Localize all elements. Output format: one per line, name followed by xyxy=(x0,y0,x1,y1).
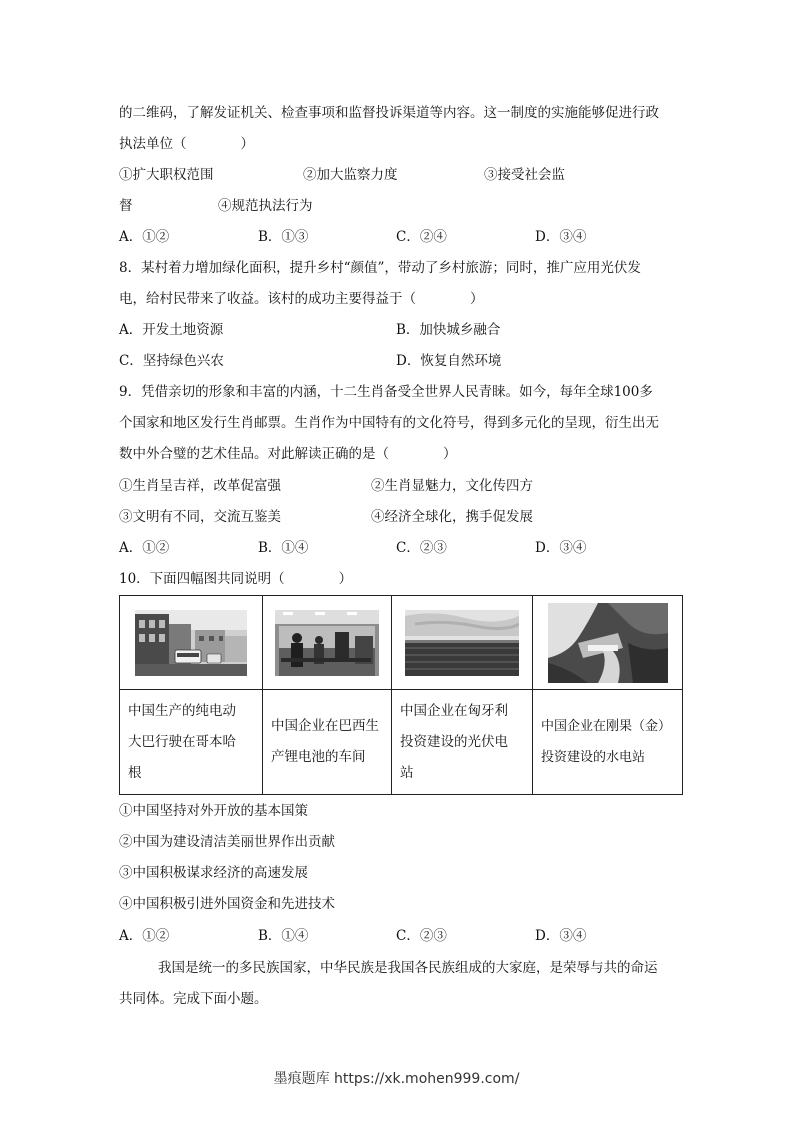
q10-stem: 10．下面四幅图共同说明（ ） xyxy=(119,571,353,587)
caption-battery-line1: 中国企业在巴西生 xyxy=(271,718,379,734)
q10-item-2: ②中国为建设清洁美丽世界作出贡献 xyxy=(119,834,335,850)
caption-hydro xyxy=(533,690,683,795)
caption-bus-line3: 根 xyxy=(128,764,142,781)
q8-option-d: D．恢复自然环境 xyxy=(396,353,502,369)
q8-option-b: B．加快城乡融合 xyxy=(396,322,501,338)
q7-item-2: ②加大监察力度 xyxy=(303,167,398,183)
q10-item-4: ④中国积极引进外国资金和先进技术 xyxy=(119,896,335,912)
caption-battery xyxy=(263,690,392,795)
battery-workshop-photo xyxy=(275,610,379,676)
q10-figure-table xyxy=(119,595,683,795)
q7-option-d: D．③④ xyxy=(535,229,587,245)
caption-solar-line1: 中国企业在匈牙利 xyxy=(400,702,508,719)
q9-item-3: ③文明有不同，交流互鉴美 xyxy=(119,509,281,525)
q9-option-b: B．①④ xyxy=(258,540,309,556)
q7-stem-line2: 执法单位（ ） xyxy=(119,136,254,152)
caption-solar-line2: 投资建设的光伏电 xyxy=(400,733,508,750)
figure-cell-battery xyxy=(263,596,392,690)
q9-item-4: ④经济全球化，携手促发展 xyxy=(371,509,533,525)
hydropower-station-photo xyxy=(548,603,668,683)
caption-bus-line2: 大巴行驶在哥本哈 xyxy=(128,733,236,750)
q7-option-c: C．②④ xyxy=(396,229,447,245)
q8-stem-line1: 8．某村着力增加绿化面积，提升乡村“颜值”，带动了乡村旅游；同时，推广应用光伏发 xyxy=(119,260,641,276)
q7-item-1: ①扩大职权范围 xyxy=(119,167,214,183)
q9-option-a: A．①② xyxy=(119,540,170,556)
caption-hydro-line2: 投资建设的水电站 xyxy=(541,750,646,765)
q7-item-3-cont: 督 xyxy=(119,198,133,214)
q10-option-c: C．②③ xyxy=(396,928,447,944)
caption-bus xyxy=(120,690,263,795)
q9-stem-line2: 个国家和地区发行生肖邮票。生肖作为中国特有的文化符号，得到多元化的呈现，衍生出无 xyxy=(119,415,659,431)
caption-solar xyxy=(392,690,533,795)
q9-option-d: D．③④ xyxy=(535,540,587,556)
q7-option-a: A．①② xyxy=(119,229,170,245)
intro-paragraph-line1: 我国是统一的多民族国家，中华民族是我国各民族组成的大家庭，是荣辱与共的命运 xyxy=(158,960,658,976)
q9-item-2: ②生肖显魅力，文化传四方 xyxy=(371,478,533,494)
q10-item-3: ③中国积极谋求经济的高速发展 xyxy=(119,865,308,881)
q9-stem-line1: 9．凭借亲切的形象和丰富的内涵，十二生肖备受全世界人民青睐。如今，每年全球100多 xyxy=(119,384,653,400)
q7-item-3: ③接受社会监 xyxy=(484,167,565,183)
figure-cell-bus xyxy=(120,596,263,690)
q9-option-c: C．②③ xyxy=(396,540,447,556)
electric-bus-photo xyxy=(135,610,247,676)
solar-farm-photo xyxy=(405,610,519,676)
q8-option-a: A．开发土地资源 xyxy=(119,322,224,338)
figure-cell-hydro xyxy=(533,596,683,690)
q9-item-1: ①生肖呈吉祥，改革促富强 xyxy=(119,478,281,494)
q7-stem-line1: 的二维码，了解发证机关、检查事项和监督投诉渠道等内容。这一制度的实施能够促进行政 xyxy=(119,105,659,121)
q8-stem-line2: 电，给村民带来了收益。该村的成功主要得益于（ ） xyxy=(119,291,484,307)
q8-option-c: C．坚持绿色兴农 xyxy=(119,353,224,369)
figure-cell-solar xyxy=(392,596,533,690)
caption-battery-line2: 产锂电池的车间 xyxy=(271,749,366,765)
q7-option-b: B．①③ xyxy=(258,229,309,245)
q10-option-a: A．①② xyxy=(119,928,170,944)
caption-bus-line1: 中国生产的纯电动 xyxy=(128,702,236,719)
q9-stem-line3: 数中外合璧的艺术佳品。对此解读正确的是（ ） xyxy=(119,446,457,462)
caption-hydro-line1: 中国企业在刚果（金） xyxy=(541,719,672,734)
intro-paragraph-line2: 共同体。完成下面小题。 xyxy=(119,991,268,1007)
q10-item-1: ①中国坚持对外开放的基本国策 xyxy=(119,803,308,819)
q10-option-b: B．①④ xyxy=(258,928,309,944)
q7-item-4: ④规范执法行为 xyxy=(218,198,313,214)
caption-solar-line3: 站 xyxy=(400,764,414,781)
footer-watermark: 墨痕题库 https://xk.mohen999.com/ xyxy=(273,1071,520,1087)
q10-option-d: D．③④ xyxy=(535,928,587,944)
